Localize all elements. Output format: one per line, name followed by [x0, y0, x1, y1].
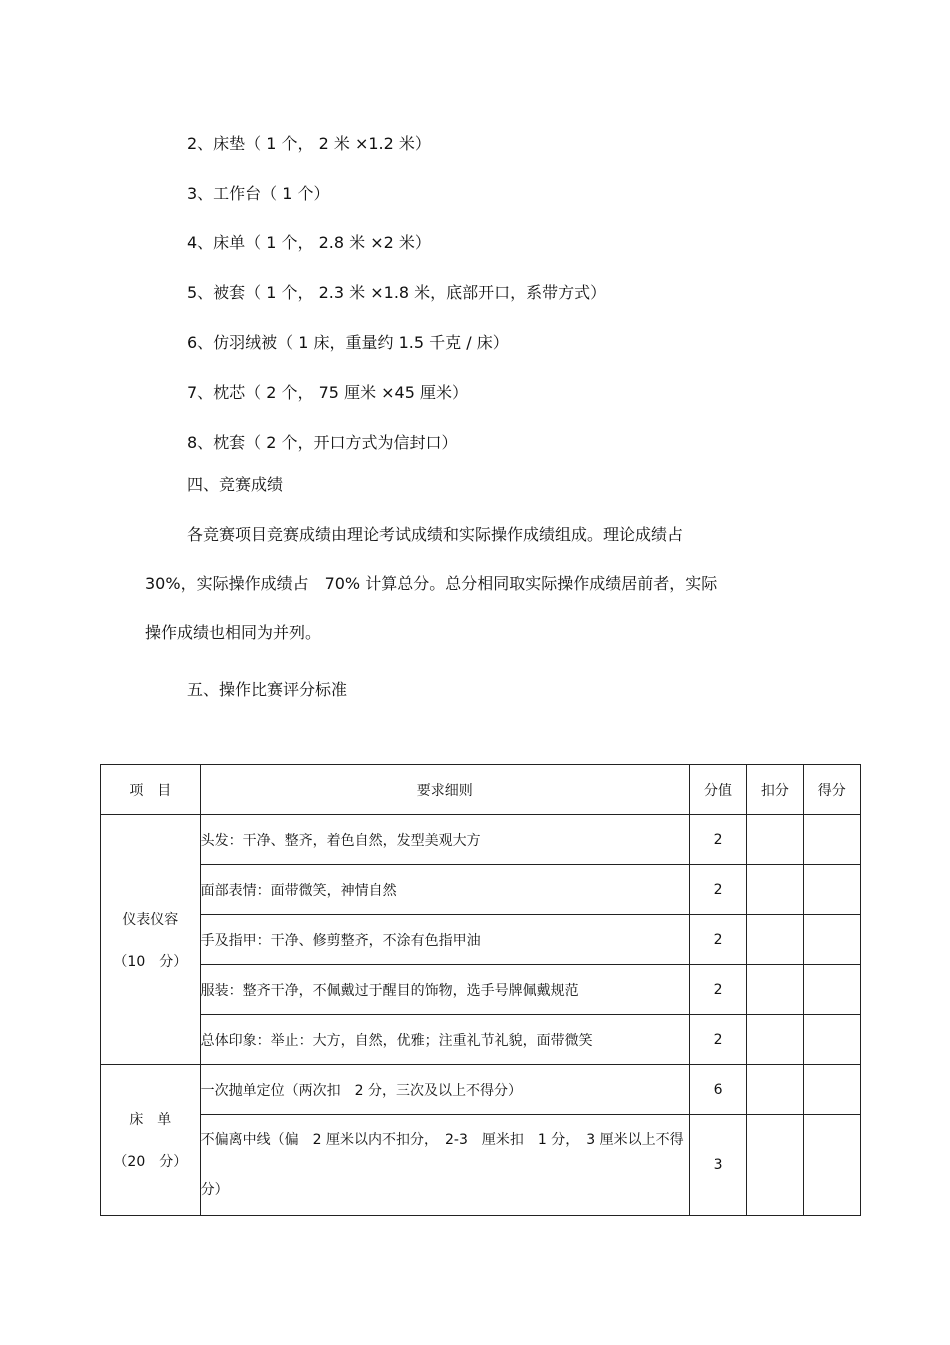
table-row — [101, 915, 861, 965]
paragraph-line: 各竞赛项目竞赛成绩由理论考试成绩和实际操作成绩组成。理论成绩占 — [187, 525, 684, 544]
category-points: （10 分） — [113, 953, 188, 970]
deduction-cell — [747, 915, 803, 965]
category-points: （20 分） — [113, 1154, 188, 1170]
score-cell — [803, 815, 860, 865]
header-deduction: 扣分 — [747, 765, 803, 815]
deduction-cell — [747, 1015, 803, 1065]
list-item: 8、枕套（ 2 个，开口方式为信封口） — [187, 433, 458, 452]
category-name: 床 单 — [129, 1112, 172, 1128]
section-heading-scores: 四、竞赛成绩 — [187, 475, 284, 494]
header-requirement: 要求细则 — [200, 765, 689, 815]
requirement-cell: 一次抛单定位（两次扣 2 分，三次及以上不得分） — [200, 1065, 689, 1115]
value-cell: 6 — [689, 1065, 746, 1115]
value-cell: 2 — [689, 815, 746, 865]
deduction-cell — [747, 865, 803, 915]
paragraph-line: 操作成绩也相同为并列。 — [145, 623, 322, 642]
deduction-cell — [747, 1115, 803, 1216]
score-cell — [803, 915, 860, 965]
value-cell: 2 — [689, 865, 746, 915]
table-row — [101, 865, 861, 915]
score-cell — [803, 965, 860, 1015]
header-score: 得分 — [803, 765, 860, 815]
value-cell: 3 — [689, 1115, 746, 1216]
table-row — [101, 1065, 861, 1115]
requirement-cell: 服装：整齐干净，不佩戴过于醒目的饰物，选手号牌佩戴规范 — [200, 965, 689, 1015]
table-row — [101, 965, 861, 1015]
header-item: 项 目 — [101, 765, 201, 815]
score-cell — [803, 1065, 860, 1115]
list-item: 5、被套（ 1 个， 2.3 米 ×1.8 米，底部开口，系带方式） — [187, 283, 607, 302]
table-row — [101, 1115, 861, 1216]
requirement-cell: 头发：干净、整齐，着色自然，发型美观大方 — [200, 815, 689, 865]
value-cell: 2 — [689, 915, 746, 965]
scoring-table — [100, 764, 861, 1216]
category-cell — [101, 815, 201, 1065]
score-cell — [803, 1015, 860, 1065]
requirement-cell: 手及指甲：干净、修剪整齐，不涂有色指甲油 — [200, 915, 689, 965]
table-row — [101, 1015, 861, 1065]
category-name: 仪表仪容 — [122, 911, 179, 928]
paragraph-line: 30%，实际操作成绩占 70% 计算总分。总分相同取实际操作成绩居前者，实际 — [145, 574, 718, 593]
requirement-cell: 面部表情：面带微笑，神情自然 — [200, 865, 689, 915]
section-heading-scoring-criteria: 五、操作比赛评分标准 — [187, 680, 348, 699]
score-cell — [803, 865, 860, 915]
table-row — [101, 815, 861, 865]
list-item: 7、枕芯（ 2 个， 75 厘米 ×45 厘米） — [187, 383, 469, 402]
list-item: 4、床单（ 1 个， 2.8 米 ×2 米） — [187, 233, 431, 252]
score-cell — [803, 1115, 860, 1216]
header-value: 分值 — [689, 765, 746, 815]
table-header-row — [101, 765, 861, 815]
category-cell — [101, 1065, 201, 1216]
list-item: 2、床垫（ 1 个， 2 米 ×1.2 米） — [187, 134, 431, 153]
deduction-cell — [747, 815, 803, 865]
list-item: 6、仿羽绒被（ 1 床，重量约 1.5 千克 / 床） — [187, 333, 509, 352]
requirement-cell: 不偏离中线（偏 2 厘米以内不扣分， 2-3 厘米扣 1 分， 3 厘米以上不得分） — [200, 1115, 689, 1216]
list-item: 3、工作台（ 1 个） — [187, 184, 330, 203]
value-cell: 2 — [689, 965, 746, 1015]
requirement-cell: 总体印象：举止：大方，自然，优雅；注重礼节礼貌，面带微笑 — [200, 1015, 689, 1065]
value-cell: 2 — [689, 1015, 746, 1065]
deduction-cell — [747, 965, 803, 1015]
deduction-cell — [747, 1065, 803, 1115]
